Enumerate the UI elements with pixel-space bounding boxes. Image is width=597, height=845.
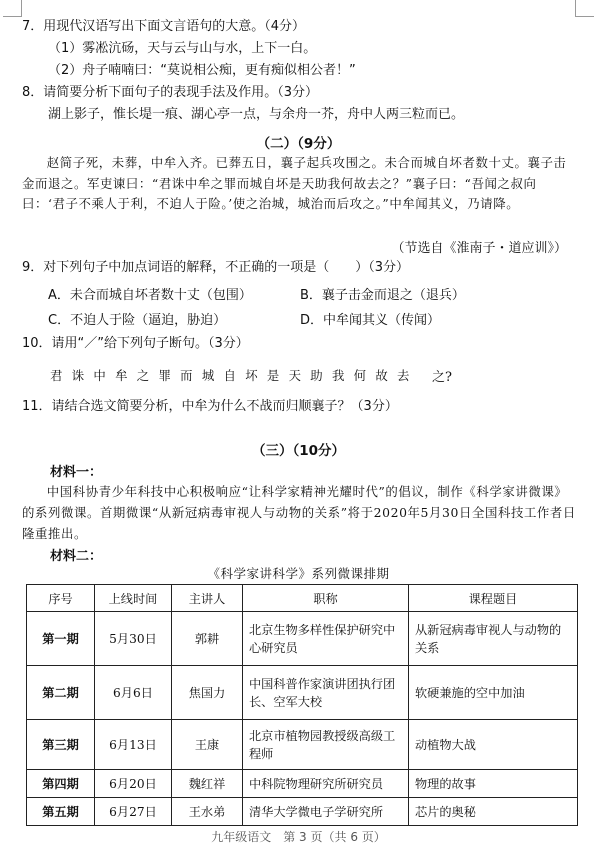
table-row	[27, 666, 578, 720]
q11-stem: 11．请结合选文简要分析，中牟为什么不战而归顺襄子？（3分）	[22, 399, 398, 414]
header-course: 课程题目	[409, 585, 578, 612]
q9-option-d: D．中牟闻其义（传闻）	[300, 313, 441, 328]
q7-stem: 7．用现代汉语写出下面文言语句的大意。（4分）	[22, 19, 306, 34]
cell-speaker: 郭耕	[172, 612, 243, 666]
cell-number: 第五期	[27, 798, 95, 826]
q7-sentence-2: （2）舟子喃喃曰：“莫说相公痴，更有痴似相公者！”	[48, 63, 356, 78]
classical-passage: 赵简子死，未葬，中牟入齐。已葬五日，襄子起兵攻围之。未合而城自坏者数十丈。襄子击金而退之。军吏谏曰：“君诛中牟之罪而城自坏是天助我何故去之？”襄子曰：“吾闻之叔向曰：‘君子不乘人于利，不迫人于险。’使之治城，城治而后攻之。”中牟闻其义，乃请降。	[22, 155, 567, 211]
cell-title: 北京生物多样性保护研究中心研究员	[243, 612, 409, 666]
cell-number: 第一期	[27, 612, 95, 666]
cell-speaker: 魏红祥	[172, 770, 243, 798]
cell-date: 6月6日	[95, 666, 172, 720]
cell-course: 物理的故事	[409, 770, 578, 798]
cell-date: 6月13日	[95, 720, 172, 770]
q7-sentence-1: （1）雾凇沆砀，天与云与山与水，上下一白。	[48, 41, 317, 56]
q9-stem: 9．对下列句子中加点词语的解释，不正确的一项是（ ）（3分）	[22, 260, 410, 275]
header-speaker: 主讲人	[172, 585, 243, 612]
header-title: 职称	[243, 585, 409, 612]
q9-option-c: C．不迫人于险（逼迫，胁迫）	[48, 313, 227, 328]
passage-source: （节选自《淮南子・道应训》）	[391, 241, 567, 256]
cell-speaker: 王水弟	[172, 798, 243, 826]
course-schedule-table	[26, 584, 578, 826]
q10-stem: 10．请用“／”给下列句子断句。（3分）	[22, 336, 249, 351]
q10-sentence: 君诛中牟之罪而城自坏是天助我何故去	[50, 368, 419, 383]
crop-mark-top-right	[575, 0, 594, 17]
cell-title: 北京市植物园教授级高级工程师	[243, 720, 409, 770]
cell-course: 软硬兼施的空中加油	[409, 666, 578, 720]
table-title: 《科学家讲科学》系列微课排期	[207, 566, 390, 581]
q9-option-b: B．襄子击金而退之（退兵）	[300, 288, 465, 303]
crop-mark-top-left	[3, 0, 22, 17]
cell-date: 6月27日	[95, 798, 172, 826]
cell-number: 第四期	[27, 770, 95, 798]
cell-title: 中国科普作家演讲团执行团长、空军大校	[243, 666, 409, 720]
q9-option-a: A．未合而城自坏者数十丈（包围）	[48, 288, 252, 303]
cell-speaker: 焦国力	[172, 666, 243, 720]
header-number: 序号	[27, 585, 95, 612]
cell-course: 芯片的奥秘	[409, 798, 578, 826]
section-3-title: （三）（10分）	[251, 443, 346, 459]
q10-sentence-tail: 之?	[432, 370, 452, 385]
cell-date: 6月20日	[95, 770, 172, 798]
table-row	[27, 798, 578, 826]
cell-course: 从新冠病毒审视人与动物的关系	[409, 612, 578, 666]
material-2-label: 材料二：	[50, 549, 103, 564]
section-2-title: （二）（9分）	[256, 136, 341, 152]
material-1-text: 中国科协青少年科技中心积极响应“让科学家精神光耀时代”的倡议，制作《科学家讲微课》的系列微课。首期微课“从新冠病毒审视人与动物的关系”将于2020年5月30日全国科技工作者日隆重推出。	[22, 484, 576, 541]
cell-course: 动植物大战	[409, 720, 578, 770]
table-row	[27, 612, 578, 666]
material-1-label: 材料一：	[50, 465, 103, 480]
cell-number: 第二期	[27, 666, 95, 720]
table-header-row	[27, 585, 578, 612]
table-row	[27, 720, 578, 770]
cell-speaker: 王康	[172, 720, 243, 770]
header-date: 上线时间	[95, 585, 172, 612]
q8-stem: 8．请简要分析下面句子的表现手法及作用。（3分）	[22, 85, 319, 100]
cell-title: 中科院物理研究所研究员	[243, 770, 409, 798]
table-row	[27, 770, 578, 798]
q8-sentence: 湖上影子，惟长堤一痕、湖心亭一点，与余舟一芥，舟中人两三粒而已。	[48, 107, 465, 122]
cell-title: 清华大学微电子学研究所	[243, 798, 409, 826]
cell-number: 第三期	[27, 720, 95, 770]
page-footer: 九年级语文 第 3 页（共 6 页）	[211, 830, 386, 844]
cell-date: 5月30日	[95, 612, 172, 666]
